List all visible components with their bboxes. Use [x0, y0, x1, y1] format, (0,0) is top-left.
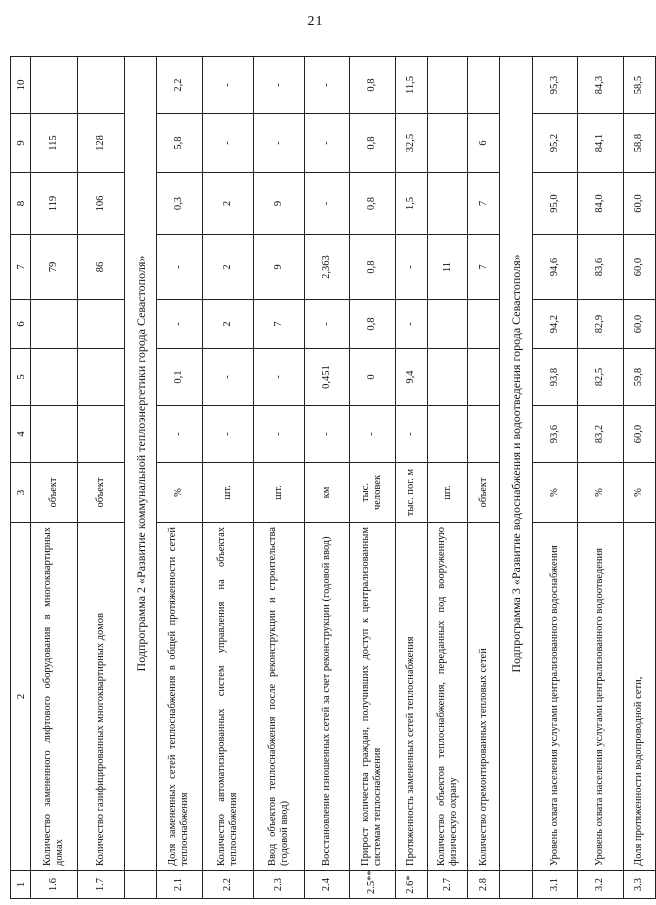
value-cell: 94,6 — [532, 235, 578, 300]
table-row — [78, 57, 125, 899]
value-cell: 82,5 — [578, 349, 624, 406]
value-cell: 83,6 — [578, 235, 624, 300]
unit-cell: шт. — [427, 463, 467, 523]
rotated-table-container — [10, 57, 656, 899]
value-cell: 94,2 — [532, 300, 578, 349]
value-cell: 84,1 — [578, 114, 624, 173]
value-cell: 0,8 — [350, 300, 396, 349]
value-cell — [427, 300, 467, 349]
table-row — [350, 57, 396, 899]
value-cell: - — [395, 406, 427, 463]
value-cell: - — [157, 406, 203, 463]
table-row — [157, 57, 203, 899]
section-row — [500, 57, 532, 899]
value-cell: - — [395, 300, 427, 349]
value-cell: 2 — [202, 300, 253, 349]
table-row — [304, 57, 350, 899]
table-row — [427, 57, 467, 899]
indicator-name: Количество автоматизированных систем управления на объектах теплоснабжения — [202, 523, 253, 871]
value-cell: - — [304, 300, 350, 349]
table-row — [31, 57, 78, 899]
value-cell — [31, 57, 78, 114]
value-cell: 59,8 — [623, 349, 655, 406]
row-number: 2.7 — [427, 871, 467, 899]
indicator-name: Количество объектов теплоснабжения, переданных под вооруженную физическую охрану — [427, 523, 467, 871]
value-cell — [468, 349, 500, 406]
indicator-name: Уровень охвата населения услугами централизованного водоснабжения — [532, 523, 578, 871]
value-cell: 79 — [31, 235, 78, 300]
row-number: 2.2 — [202, 871, 253, 899]
value-cell — [78, 406, 125, 463]
value-cell — [78, 300, 125, 349]
value-cell: 2 — [202, 235, 253, 300]
value-cell: 9 — [253, 173, 304, 235]
value-cell: 60,0 — [623, 406, 655, 463]
column-header: 10 — [11, 57, 31, 114]
value-cell: 7 — [468, 173, 500, 235]
value-cell: 7 — [253, 300, 304, 349]
value-cell: 60,0 — [623, 173, 655, 235]
row-number: 2.6* — [395, 871, 427, 899]
indicator-name: Количество газифицированных многоквартирных домов — [78, 523, 125, 871]
value-cell: 82,9 — [578, 300, 624, 349]
value-cell — [468, 57, 500, 114]
table-row — [253, 57, 304, 899]
value-cell — [427, 173, 467, 235]
section-title: Подпрограмма 3 «Развитие водоснабжения и водоотведения города Севастополя» — [500, 57, 532, 871]
column-header: 9 — [11, 114, 31, 173]
value-cell: 11 — [427, 235, 467, 300]
value-cell — [427, 349, 467, 406]
row-number: 2.1 — [157, 871, 203, 899]
value-cell — [31, 300, 78, 349]
value-cell: - — [253, 406, 304, 463]
value-cell: - — [350, 406, 396, 463]
unit-cell: шт. — [202, 463, 253, 523]
value-cell: 2 — [202, 173, 253, 235]
value-cell: 0,8 — [350, 173, 396, 235]
value-cell: 32,5 — [395, 114, 427, 173]
value-cell: 58,5 — [623, 57, 655, 114]
indicator-name: Ввод объектов теплоснабжения после реконструкции и строительства (годовой ввод) — [253, 523, 304, 871]
table-row — [395, 57, 427, 899]
value-cell: 1,5 — [395, 173, 427, 235]
value-cell: - — [304, 173, 350, 235]
row-number: 3.3 — [623, 871, 655, 899]
header-row — [11, 57, 31, 899]
value-cell: - — [304, 57, 350, 114]
value-cell: - — [157, 300, 203, 349]
unit-cell: км — [304, 463, 350, 523]
value-cell: - — [202, 406, 253, 463]
row-number: 2.5** — [350, 871, 396, 899]
value-cell: 115 — [31, 114, 78, 173]
value-cell: 0,8 — [350, 57, 396, 114]
value-cell: 0,1 — [157, 349, 203, 406]
value-cell: 58,8 — [623, 114, 655, 173]
value-cell: 95,2 — [532, 114, 578, 173]
section-row — [124, 57, 156, 899]
value-cell: 11,5 — [395, 57, 427, 114]
indicator-name: Количество замененного лифтового оборудования в многоквартирных домах — [31, 523, 78, 871]
value-cell: 9 — [253, 235, 304, 300]
value-cell: - — [253, 349, 304, 406]
value-cell: 0,8 — [350, 114, 396, 173]
indicator-name: Уровень охвата населения услугами централизованного водоотведения — [578, 523, 624, 871]
row-number: 2.4 — [304, 871, 350, 899]
indicator-name: Прирост количества граждан, получивших доступ к централизованным системам теплоснабжения — [350, 523, 396, 871]
unit-cell: % — [532, 463, 578, 523]
row-number: 1.6 — [31, 871, 78, 899]
column-header: 6 — [11, 300, 31, 349]
value-cell: 0,451 — [304, 349, 350, 406]
value-cell: - — [304, 114, 350, 173]
column-header: 1 — [11, 871, 31, 899]
section-spacer — [124, 871, 156, 899]
value-cell: 60,0 — [623, 300, 655, 349]
value-cell: - — [395, 235, 427, 300]
unit-cell: шт. — [253, 463, 304, 523]
value-cell: 95,3 — [532, 57, 578, 114]
column-header: 5 — [11, 349, 31, 406]
value-cell: 83,2 — [578, 406, 624, 463]
column-header: 2 — [11, 523, 31, 871]
unit-cell: % — [157, 463, 203, 523]
value-cell: - — [202, 349, 253, 406]
table-row — [202, 57, 253, 899]
unit-cell: тыс. человек — [350, 463, 396, 523]
value-cell — [31, 406, 78, 463]
table-row — [468, 57, 500, 899]
value-cell — [78, 349, 125, 406]
value-cell: 7 — [468, 235, 500, 300]
value-cell: 5,8 — [157, 114, 203, 173]
indicator-name: Доля протяженности водопроводной сети, — [623, 523, 655, 871]
section-title: Подпрограмма 2 «Развитие коммунальной теплоэнергетики города Севастополя» — [124, 57, 156, 871]
column-header: 3 — [11, 463, 31, 523]
value-cell: 93,6 — [532, 406, 578, 463]
unit-cell: тыс. пог. м — [395, 463, 427, 523]
value-cell — [31, 349, 78, 406]
value-cell: - — [202, 114, 253, 173]
page-number: 21 — [307, 14, 324, 29]
row-number: 1.7 — [78, 871, 125, 899]
unit-cell: объект — [31, 463, 78, 523]
indicator-name: Восстановление изношенных сетей за счет реконструкции (годовой ввод) — [304, 523, 350, 871]
value-cell: 2,2 — [157, 57, 203, 114]
unit-cell: % — [578, 463, 624, 523]
row-number: 2.8 — [468, 871, 500, 899]
value-cell: - — [157, 235, 203, 300]
value-cell: 9,4 — [395, 349, 427, 406]
table-row — [578, 57, 624, 899]
value-cell: - — [202, 57, 253, 114]
value-cell: 84,3 — [578, 57, 624, 114]
value-cell: 6 — [468, 114, 500, 173]
table-row — [623, 57, 655, 899]
indicator-name: Количество отремонтированных тепловых сетей — [468, 523, 500, 871]
value-cell — [427, 114, 467, 173]
value-cell: - — [253, 114, 304, 173]
unit-cell: объект — [78, 463, 125, 523]
value-cell: - — [304, 406, 350, 463]
value-cell: 0 — [350, 349, 396, 406]
value-cell: 95,0 — [532, 173, 578, 235]
value-cell: 0,8 — [350, 235, 396, 300]
section-spacer — [500, 871, 532, 899]
column-header: 7 — [11, 235, 31, 300]
indicators-table — [10, 56, 656, 899]
unit-cell: объект — [468, 463, 500, 523]
value-cell: 84,0 — [578, 173, 624, 235]
value-cell — [468, 406, 500, 463]
table-row — [532, 57, 578, 899]
value-cell: 60,0 — [623, 235, 655, 300]
indicator-name: Протяженность замененных сетей теплоснабжения — [395, 523, 427, 871]
value-cell — [427, 57, 467, 114]
value-cell — [78, 57, 125, 114]
column-header: 4 — [11, 406, 31, 463]
value-cell: - — [253, 57, 304, 114]
value-cell: 0,3 — [157, 173, 203, 235]
row-number: 2.3 — [253, 871, 304, 899]
value-cell — [468, 300, 500, 349]
value-cell — [427, 406, 467, 463]
indicator-name: Доля замененных сетей теплоснабжения в общей протяженности сетей теплоснабжения — [157, 523, 203, 871]
unit-cell: % — [623, 463, 655, 523]
value-cell: 93,8 — [532, 349, 578, 406]
row-number: 3.2 — [578, 871, 624, 899]
value-cell: 86 — [78, 235, 125, 300]
column-header: 8 — [11, 173, 31, 235]
row-number: 3.1 — [532, 871, 578, 899]
value-cell: 2,363 — [304, 235, 350, 300]
value-cell: 119 — [31, 173, 78, 235]
value-cell: 128 — [78, 114, 125, 173]
value-cell: 106 — [78, 173, 125, 235]
